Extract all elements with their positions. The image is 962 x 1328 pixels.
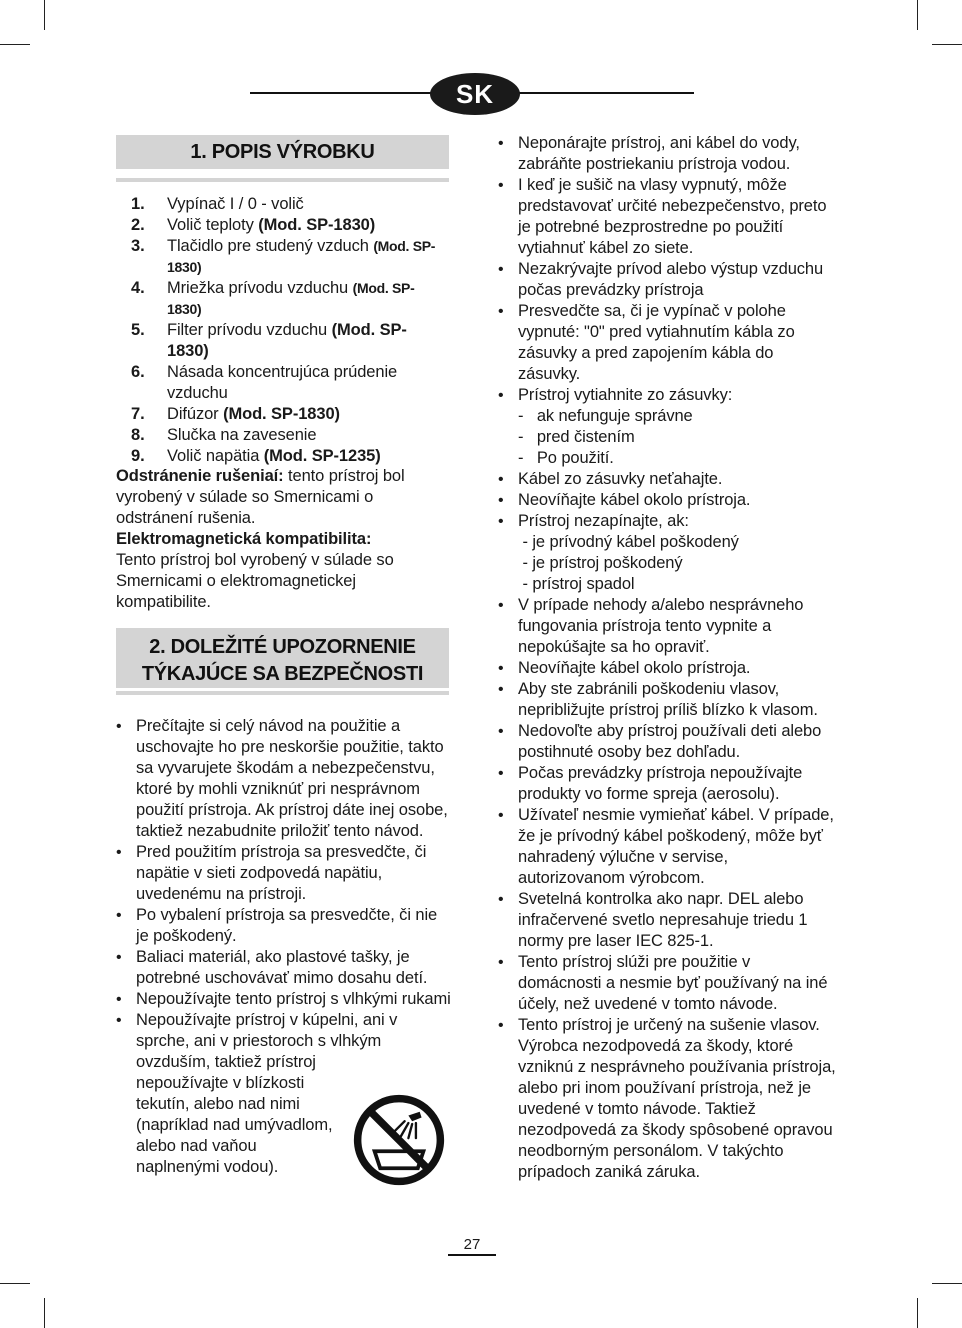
interference-text: tento prístroj bol vyrobený v súlade so Smernicami o odstránení rušenia. (116, 467, 405, 527)
list-item: • I keď je sušič na vlasy vypnutý, môže predstavovať určité nebezpečenstvo, preto je potrebné bezprostredne po použití vytiahnuť kábel zo siete. (498, 175, 838, 259)
list-item: • Neovíňajte kábel okolo prístroja. (498, 490, 838, 511)
list-item: • Nezakrývajte prívod alebo výstup vzduchu počas prevádzky prístroja (498, 259, 838, 301)
component-text: Slučka na zavesenie (167, 426, 317, 444)
component-text: Mriežka prívodu vzduchu (167, 279, 353, 297)
component-number: 7. (131, 405, 145, 423)
list-item: • Svetelná kontrolka ako napr. DEL alebo infračervené svetlo nepresahuje triedu 1 normy pre laser IEC 825-1. (498, 889, 838, 952)
list-item: • Aby ste zabránili poškodeniu vlasov, nepribližujte prístroj príliš blízko k vlasom. (498, 679, 838, 721)
list-item: • Tento prístroj slúži pre použitie v domácnosti a nesmie byť používaný na iné účely, než uvedené v tomto návode. (498, 952, 838, 1015)
component-item (116, 362, 446, 404)
component-model: (Mod. SP-1830) (258, 216, 376, 234)
component-item (116, 278, 446, 320)
emc-label: Elektromagnetická kompatibilita: (116, 530, 372, 548)
component-text: Vypínač I / 0 - volič (167, 195, 304, 213)
section-1-title: 1. POPIS VÝROBKU (116, 135, 449, 169)
damaged-condition: - je prívodný kábel poškodený (518, 533, 739, 551)
list-item: • Baliaci materiál, ako plastové tašky, je potrebné uschovávať mimo dosahu detí. (116, 947, 451, 989)
section-2-rule (116, 691, 449, 695)
component-text: Difúzor (167, 405, 224, 423)
component-item (116, 425, 446, 446)
component-model: (Mod. SP-1830) (223, 405, 340, 423)
unplug-condition: - ak nefunguje správne (518, 407, 693, 425)
list-item: • Presvedčte sa, či je vypínač v polohe vypnuté: "0" pred vytiahnutím kábla zo zásuvky a pred zapojením kábla do zásuvky. (498, 301, 838, 385)
section-2-title-line2: TÝKAJÚCE SA BEZPEČNOSTI (141, 663, 424, 685)
component-number: 2. (131, 216, 145, 234)
interference-paragraph (116, 466, 446, 529)
list-item (498, 511, 838, 595)
header-rule-right (515, 92, 694, 94)
section-1-rule (116, 178, 449, 182)
bathroom-warning-line: alebo nad vaňou (136, 1137, 257, 1155)
list-item: • Užívateľ nesmie vymieňať kábel. V prípade, že je prívodný kábel poškodený, môže byť nahradený výlučne v servise, autorizovanom výrobcom. (498, 805, 838, 889)
list-item: • Po vybalení prístroja sa presvedčte, či nie je poškodený. (116, 905, 451, 947)
component-number: 9. (131, 447, 145, 465)
section-2-title (116, 628, 449, 688)
page-number-rule (448, 1254, 496, 1256)
crop-mark (932, 44, 962, 45)
crop-mark (917, 0, 918, 30)
bathroom-warning-first: • Nepoužívajte prístroj v kúpelni, ani v sprche, ani v priestoroch s vlhkým (136, 1011, 398, 1050)
bathroom-warning-line: (napríklad nad umývadlom, (136, 1116, 333, 1134)
component-number: 6. (131, 363, 145, 381)
bathroom-warning-line: nepoužívajte v blízkosti (136, 1074, 305, 1092)
component-item (116, 215, 446, 236)
list-item: • Prečítajte si celý návod na použitie a uschovajte ho pre neskoršie použitie, takto sa vyvarujete škodám a nebezpečenstvu, ktoré by mohli vzniknúť pri nesprávnom použití prístroja. Ak prístroj dáte inej osobe, taktiež nezabudnite priložiť tento návod. (116, 716, 451, 842)
crop-mark (0, 1283, 30, 1284)
language-badge: SK (430, 73, 520, 115)
component-number: 3. (131, 237, 145, 255)
no-water-near-bath-icon (352, 1093, 446, 1187)
list-item: • Tento prístroj je určený na sušenie vlasov. Výrobca nezodpovedá za škody, ktoré vzniknú z nesprávneho používania prístroja, alebo pri inom používaní prístroja, než je uvedené v tomto návode. Taktiež nezodpovedá za škody spôsobené opravou neodborným personálom. V takýchto prípadoch zaniká záruka. (498, 1015, 838, 1183)
bathroom-warning-line: ovzduším, taktiež prístroj (136, 1053, 316, 1071)
emc-text: Tento prístroj bol vyrobený v súlade so Smernicami o elektromagnetickej kompatibilite. (116, 551, 394, 611)
component-number: 1. (131, 195, 145, 213)
component-item (116, 320, 446, 362)
component-number: 4. (131, 279, 145, 297)
bathroom-warning-line: tekutín, alebo nad nimi (136, 1095, 300, 1113)
unplug-condition: - Po použití. (518, 449, 614, 467)
component-item (116, 194, 446, 215)
component-text: Volič teploty (167, 216, 259, 234)
damaged-intro: • Prístroj nezapínajte, ak: (518, 512, 689, 530)
component-text: Volič napätia (167, 447, 264, 465)
damaged-condition: - prístroj spadol (518, 575, 635, 593)
damaged-condition: - je prístroj poškodený (518, 554, 683, 572)
list-item: • Pred použitím prístroja sa presvedčte, či napätie v sieti zodpovedá napätiu, uvedenému na prístroji. (116, 842, 451, 905)
component-number: 8. (131, 426, 145, 444)
component-item (116, 446, 446, 467)
crop-mark (44, 1298, 45, 1328)
component-item (116, 404, 446, 425)
list-item: • Nepoužívajte tento prístroj s vlhkými rukami (116, 989, 451, 1010)
component-model: (Mod. SP-1830) (167, 280, 415, 317)
list-item: • Počas prevádzky prístroja nepoužívajte produkty vo forme spreja (aerosolu). (498, 763, 838, 805)
component-model: (Mod. SP-1235) (263, 447, 381, 465)
damaged-conditions (518, 532, 838, 595)
page-number: 27 (463, 1236, 481, 1253)
list-item: • Kábel zo zásuvky neťahajte. (498, 469, 838, 490)
list-item (498, 385, 838, 469)
component-model: (Mod. SP-1830) (167, 238, 436, 275)
component-text: Filter prívodu vzduchu (167, 321, 332, 339)
unplug-intro: • Prístroj vytiahnite zo zásuvky: (518, 386, 733, 404)
unplug-condition: - pred čistením (518, 428, 635, 446)
component-text: Násada koncentrujúca prúdenie vzduchu (167, 363, 398, 402)
component-model: (Mod. SP-1830) (167, 321, 407, 360)
crop-mark (44, 0, 45, 30)
list-item: • Nedovoľte aby prístroj používali deti alebo postihnuté osoby bez dohľadu. (498, 721, 838, 763)
bathroom-warning-line: naplnenými vodou). (136, 1158, 279, 1176)
safety-list-right (498, 133, 838, 1183)
interference-label: Odstránenie rušeniaí: (116, 467, 284, 485)
header-rule-left (250, 92, 435, 94)
section-2-title-line1: 2. DOLEŽITÉ UPOZORNENIE (149, 636, 416, 658)
component-list (116, 194, 446, 467)
list-item: • V prípade nehody a/alebo nesprávneho fungovania prístroja tento vypnite a nepokúšajte sa ho opraviť. (498, 595, 838, 658)
unplug-conditions (518, 406, 838, 469)
emc-paragraph (116, 529, 446, 613)
crop-mark (917, 1298, 918, 1328)
component-item (116, 236, 446, 278)
component-number: 5. (131, 321, 145, 339)
list-item: • Neponárajte prístroj, ani kábel do vody, zabráňte postriekaniu prístroja vodou. (498, 133, 838, 175)
crop-mark (0, 44, 30, 45)
crop-mark (932, 1283, 962, 1284)
component-text: Tlačidlo pre studený vzduch (167, 237, 374, 255)
list-item: • Neovíňajte kábel okolo prístroja. (498, 658, 838, 679)
